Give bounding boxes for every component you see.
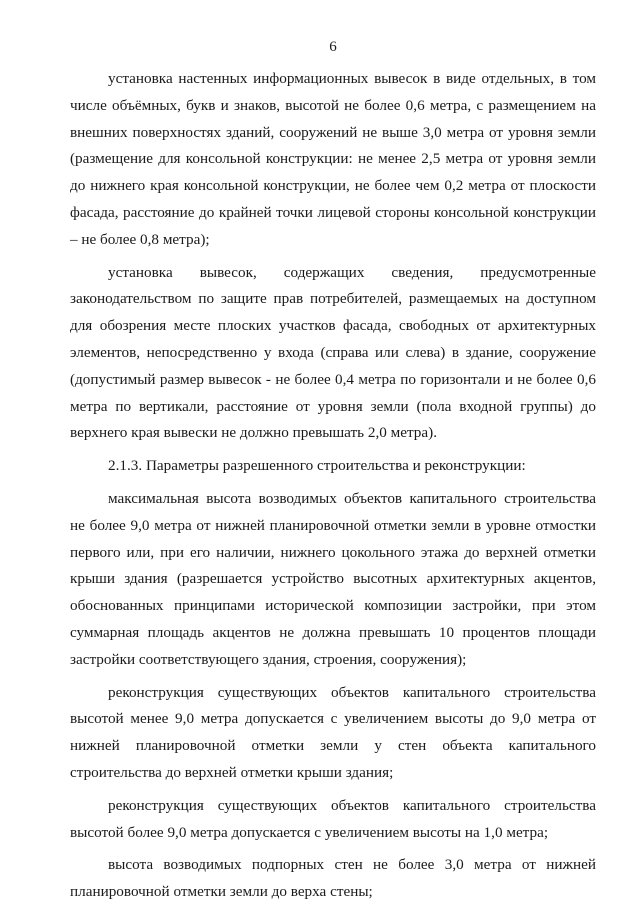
paragraph-reconstruction-below-9m: реконструкция существующих объектов капитального строительства высотой менее 9,0 метра допускается с увеличением высоты до 9,0 метра от нижней планировочной отметки земли у стен объекта капитального строительства до верхней отметки крыши здания; <box>70 683 596 781</box>
paragraph-reconstruction-above-9m: реконструкция существующих объектов капитального строительства высотой более 9,0 метра допускается с увеличением высоты на 1,0 метра; <box>70 796 596 841</box>
paragraph-consumer-signs: установка вывесок, содержащих сведения, предусмотренные законодательством по защите прав потребителей, размещаемых на доступном для обозрения месте плоских участков фасада, свободных от архитектурных элементов, непосредственно у входа (справа или слева) в здание, сооружение (допустимый размер вывесок - не более 0,4 метра по горизонтали и не более 0,6 метра по вертикали, расстояние от уровня земли (пола входной группы) до верхнего края вывески не должно превышать 2,0 метра). <box>70 263 596 442</box>
paragraph-retaining-walls: высота возводимых подпорных стен не более 3,0 метра от нижней планировочной отметки земли до верха стены; <box>70 856 596 901</box>
page-number: 6 <box>329 39 337 55</box>
paragraph-max-height: максимальная высота возводимых объектов капитального строительства не более 9,0 метра от нижней планировочной отметки земли в уровне отмостки первого или, при его наличии, нижнего цокольного этажа до верхней отметки крыши здания (разрешается устройство высотных архитектурных акцентов, обоснованных принципами исторической композиции застройки, при этом суммарная площадь акцентов не должна превышать 10 процентов площади застройки соответствующего здания, строения, сооружения); <box>70 489 596 668</box>
section-heading-construction-parameters: 2.1.3. Параметры разрешенного строительства и реконструкции: <box>108 457 526 475</box>
paragraph-wall-signs: установка настенных информационных вывесок в виде отдельных, в том числе объёмных, букв и знаков, высотой не более 0,6 метра, с размещением на внешних поверхностях зданий, сооружений не выше 3,0 метра от уровня земли (размещение для консольной конструкции: не менее 2,5 метра от уровня земли до нижнего края консольной конструкции, не более чем 0,2 метра от плоскости фасада, расстояние до крайней точки лицевой стороны консольной конструкции – не более 0,8 метра); <box>70 70 596 248</box>
